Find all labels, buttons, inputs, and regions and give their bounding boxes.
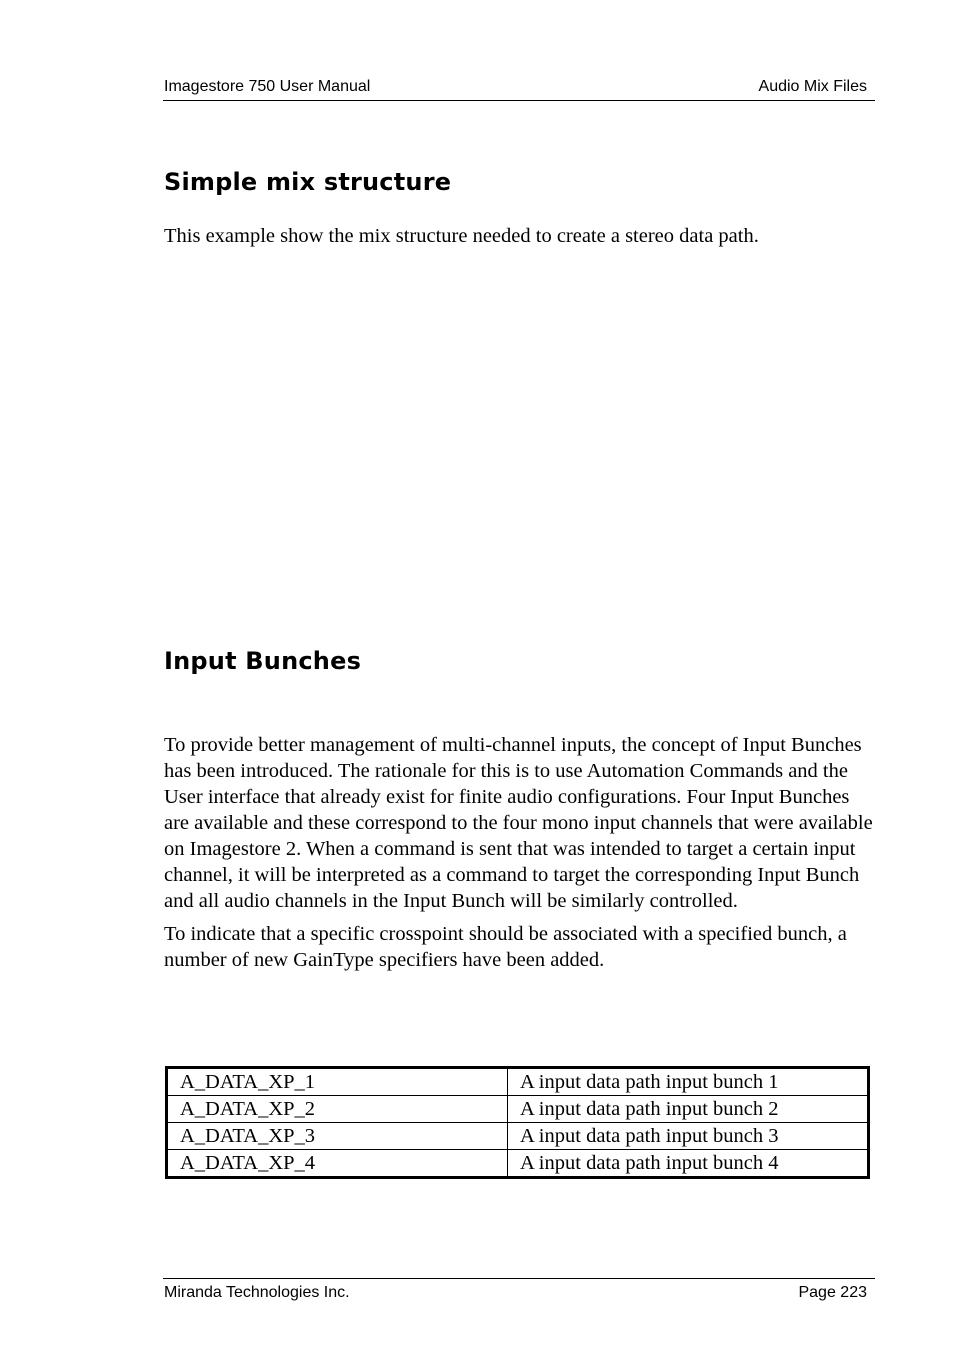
paragraph: This example show the mix structure needed to create a stereo data path. xyxy=(164,225,759,247)
footer-page-number: Page 223 xyxy=(798,1284,867,1301)
table-cell-specifier: A_DATA_XP_4 xyxy=(167,1150,508,1178)
table-row xyxy=(167,1123,869,1150)
table-cell-specifier: A_DATA_XP_3 xyxy=(167,1123,508,1150)
section-heading-simple-mix: Simple mix structure xyxy=(164,168,452,196)
page-footer xyxy=(163,1278,875,1305)
header-manual-title: Imagestore 750 User Manual xyxy=(164,78,371,95)
section-input-bunches-text xyxy=(164,732,874,973)
section-simple-mix-text xyxy=(164,223,874,249)
table-cell-description: A input data path input bunch 4 xyxy=(508,1150,869,1178)
footer-company: Miranda Technologies Inc. xyxy=(164,1284,350,1301)
table-row xyxy=(167,1068,869,1096)
page-header xyxy=(163,76,875,101)
header-chapter-title: Audio Mix Files xyxy=(758,78,867,95)
paragraph: To indicate that a specific crosspoint should be associated with a specified bunch, a number of new GainType specifiers have been added. xyxy=(164,923,847,971)
table-cell-description: A input data path input bunch 2 xyxy=(508,1096,869,1123)
section-heading-input-bunches: Input Bunches xyxy=(164,647,362,675)
gaintype-table xyxy=(165,1066,870,1179)
table-cell-specifier: A_DATA_XP_1 xyxy=(167,1068,508,1096)
table-cell-description: A input data path input bunch 1 xyxy=(508,1068,869,1096)
table-cell-description: A input data path input bunch 3 xyxy=(508,1123,869,1150)
paragraph: To provide better management of multi-channel inputs, the concept of Input Bunches has been introduced. The rationale for this is to use Automation Commands and the User interface that already exist for finite audio configurations. Four Input Bunches are available and these correspond to the four mono input channels that were available on Imagestore 2. When a command is sent that was intended to target a certain input channel, it will be interpreted as a command to target the corresponding Input Bunch and all audio channels in the Input Bunch will be similarly controlled. xyxy=(164,734,873,912)
table-cell-specifier: A_DATA_XP_2 xyxy=(167,1096,508,1123)
table-row xyxy=(167,1150,869,1178)
table-row xyxy=(167,1096,869,1123)
